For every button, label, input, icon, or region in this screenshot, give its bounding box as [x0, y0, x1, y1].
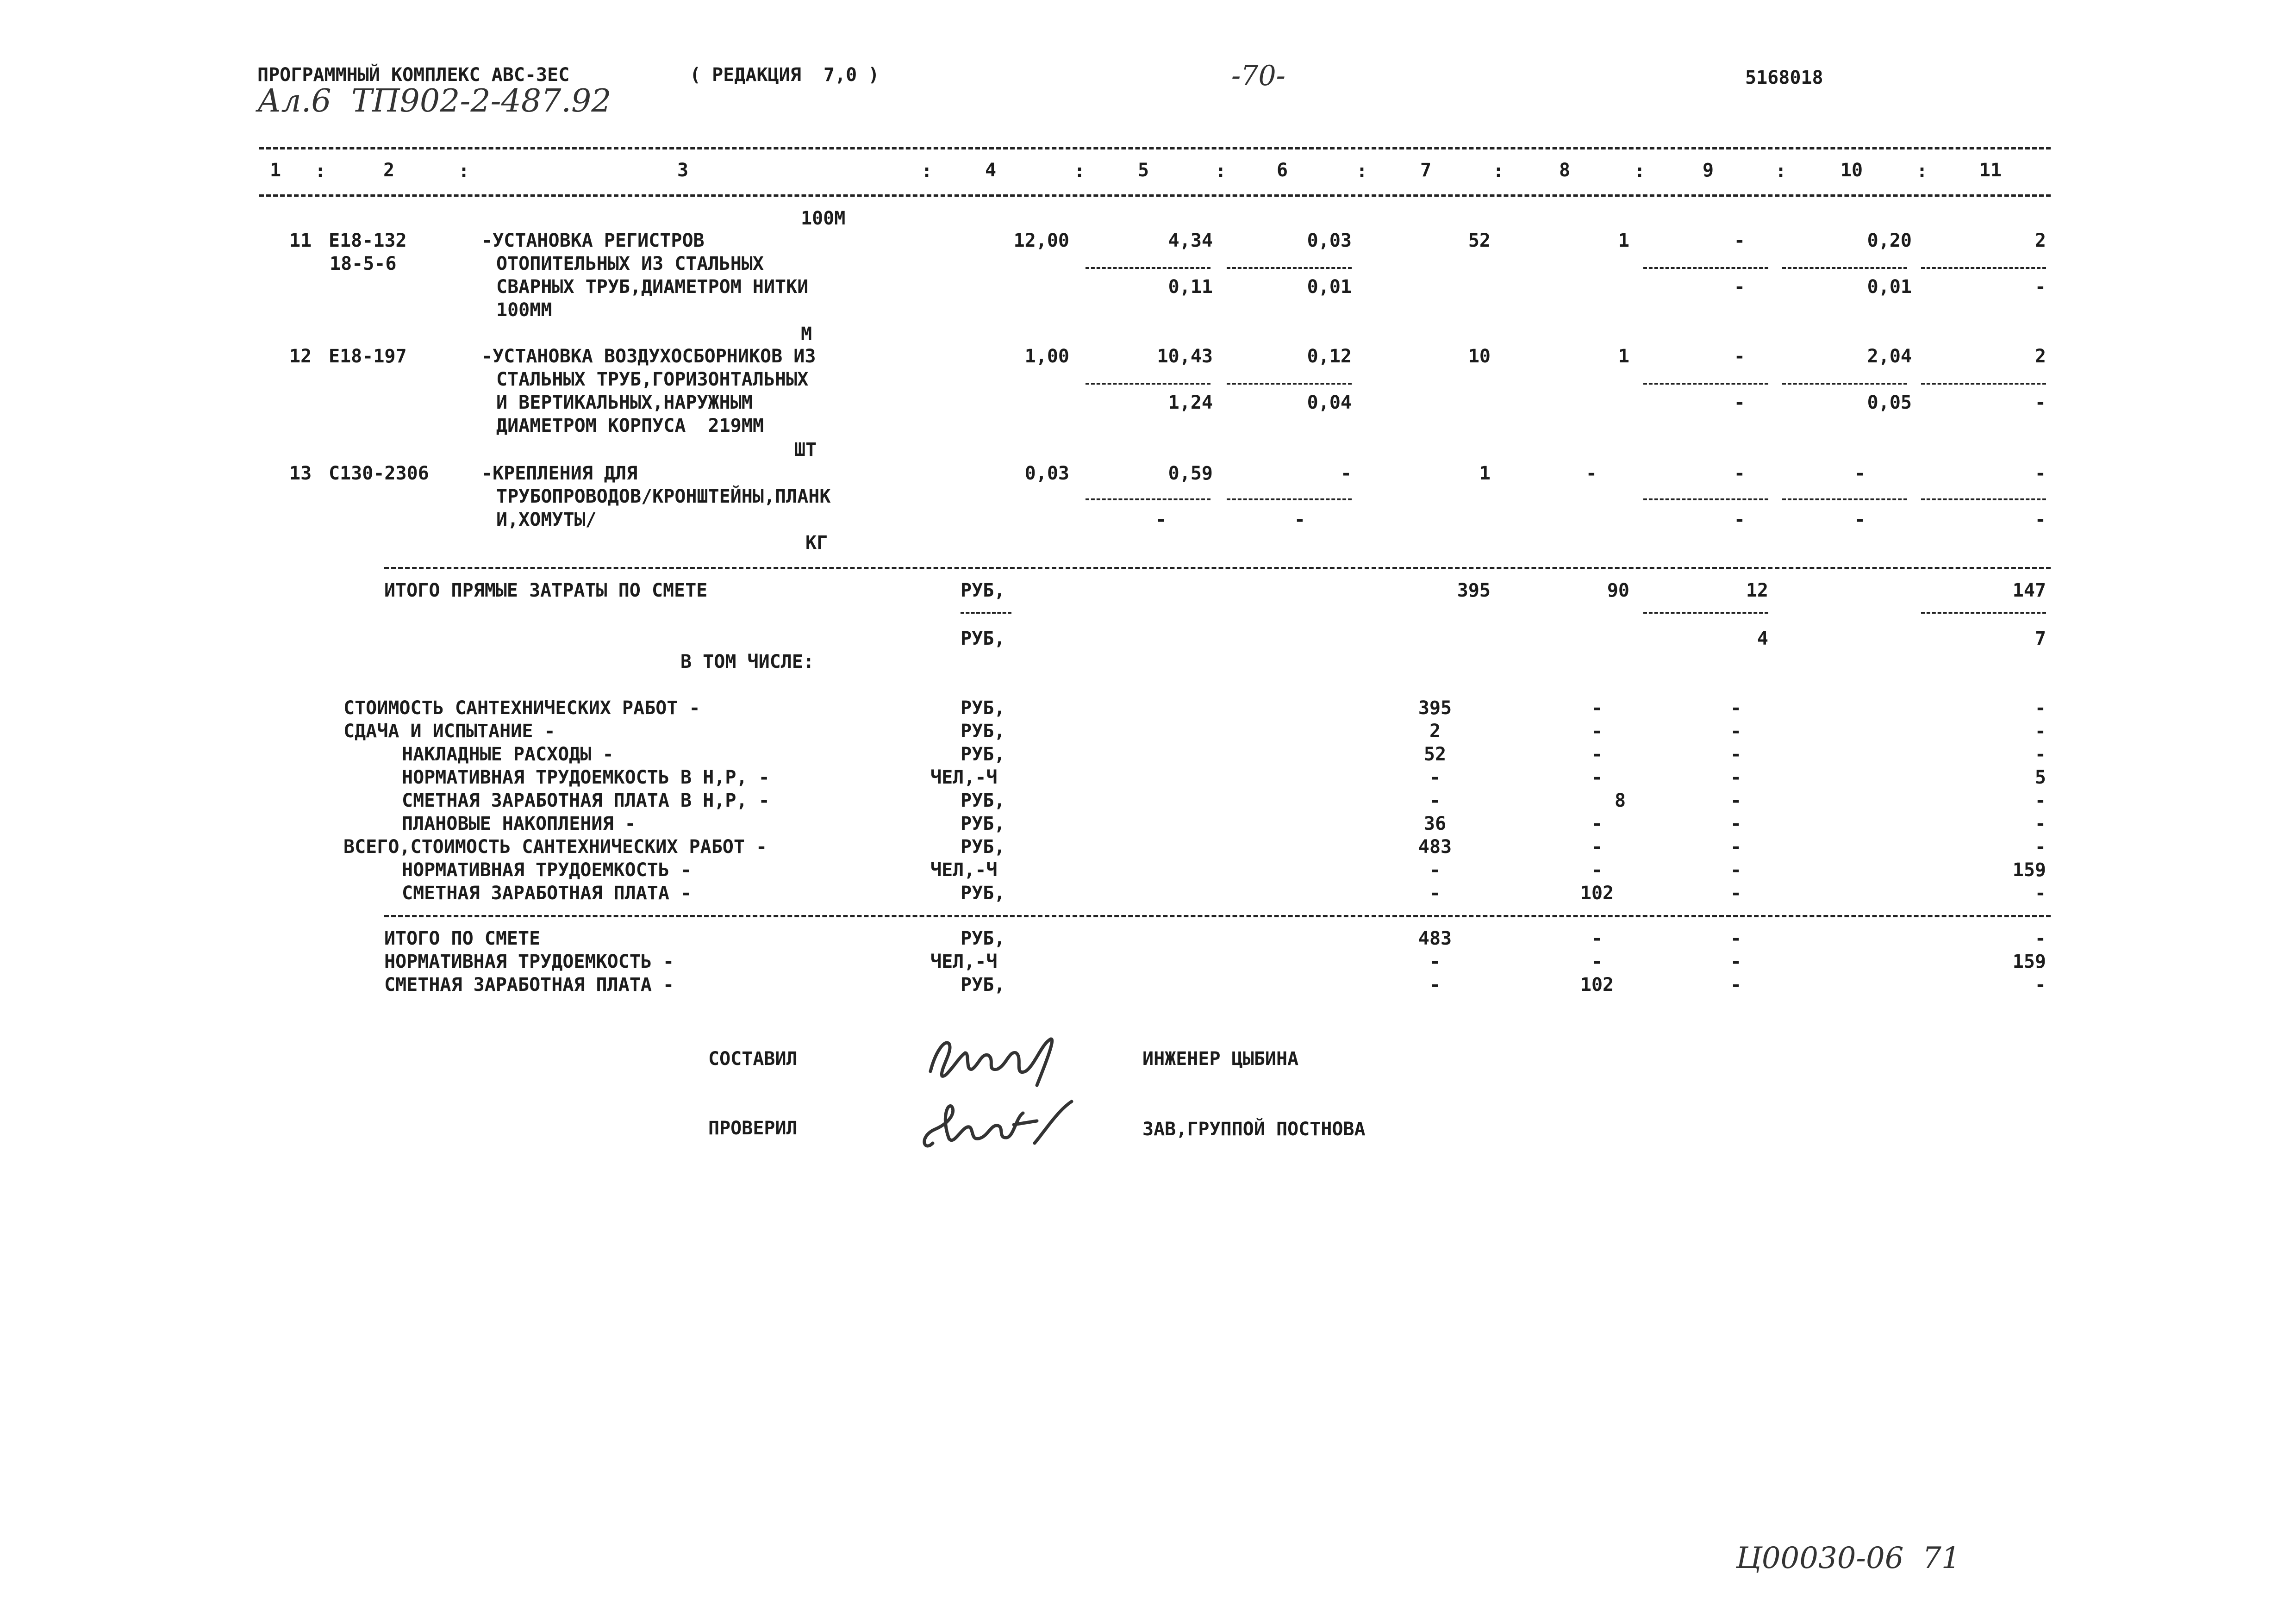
- column-header: 5: [1137, 160, 1149, 181]
- value: -: [1591, 721, 1603, 742]
- compiled-label: СОСТАВИЛ: [708, 1048, 798, 1070]
- column-separator: :: [1074, 161, 1086, 182]
- summary-label: СМЕТНАЯ ЗАРАБОТНАЯ ПЛАТА -: [384, 974, 674, 996]
- edition-label: ( РЕДАКЦИЯ 7,0 ): [690, 64, 880, 86]
- value: 1: [1618, 346, 1629, 367]
- value: 12: [1746, 580, 1768, 601]
- subtotal-rule: [1921, 267, 2046, 269]
- column-separator: :: [458, 161, 470, 182]
- line-item-label: СТОИМОСТЬ САНТЕХНИЧЕСКИХ РАБОТ -: [343, 697, 700, 719]
- line-item-label: НОРМАТИВНАЯ ТРУДОЕМКОСТЬ -: [402, 859, 692, 881]
- subtotal-rule: [961, 612, 1011, 614]
- column-separator: :: [1215, 161, 1227, 182]
- value: -: [1730, 790, 1742, 811]
- column-separator: :: [315, 161, 326, 182]
- currency-unit: РУБ,: [961, 790, 1005, 811]
- value: 8: [1614, 790, 1626, 811]
- value: -: [2034, 392, 2046, 413]
- cost-value: 0,03: [1307, 230, 1352, 251]
- value: 0,05: [1867, 392, 1912, 413]
- subtotal-rule: [1782, 383, 1907, 385]
- total-value: 395: [1457, 580, 1491, 601]
- table-top-rule: [259, 147, 2051, 149]
- subtotal-rule: [1643, 612, 1768, 614]
- work-description-line: СВАРНЫХ ТРУБ,ДИАМЕТРОМ НИТКИ: [496, 276, 809, 298]
- line-item-label: ПЛАНОВЫЕ НАКОПЛЕНИЯ -: [402, 813, 636, 834]
- subtotal-rule: [1921, 612, 2046, 614]
- subtotal-rule: [1227, 383, 1352, 385]
- value: 0,01: [1867, 276, 1912, 298]
- total-value: -: [1429, 951, 1441, 972]
- unit-label: М: [801, 324, 812, 345]
- work-description-line: ДИАМЕТРОМ КОРПУСА 219ММ: [496, 415, 764, 436]
- currency-unit: РУБ,: [961, 836, 1005, 858]
- column-header: 9: [1702, 160, 1714, 181]
- value: -: [1730, 697, 1742, 719]
- value: -: [2034, 813, 2046, 834]
- total-value: 483: [1418, 928, 1452, 949]
- value: -: [1591, 744, 1603, 765]
- value: -: [2034, 463, 2046, 484]
- value: -: [1730, 767, 1742, 788]
- subtotal-rule: [1227, 498, 1352, 500]
- value: -: [1854, 509, 1866, 530]
- subtotal-rule: [1227, 267, 1352, 269]
- value: -: [1730, 744, 1742, 765]
- value: -: [1730, 928, 1742, 949]
- cost-value: -: [1294, 509, 1305, 530]
- subtotal-rule: [1643, 498, 1768, 500]
- value: -: [1591, 859, 1603, 881]
- value: -: [1734, 392, 1745, 413]
- currency-unit: РУБ,: [961, 928, 1005, 949]
- currency-unit: ЧЕЛ,-Ч: [930, 767, 998, 788]
- value: 159: [2012, 859, 2046, 881]
- unit-cost-value: 4,34: [1168, 230, 1213, 251]
- value: -: [1734, 230, 1745, 251]
- column-header: 1: [269, 160, 281, 181]
- cost-value: 0,01: [1307, 276, 1352, 298]
- column-header: 7: [1420, 160, 1432, 181]
- work-description-line: СТАЛЬНЫХ ТРУБ,ГОРИЗОНТАЛЬНЫХ: [496, 369, 809, 390]
- value: -: [1730, 974, 1742, 996]
- column-separator: :: [1634, 161, 1646, 182]
- rate-code: Е18-132: [329, 230, 407, 251]
- value: -: [1734, 346, 1745, 367]
- total-value: 395: [1418, 697, 1452, 719]
- value: -: [1730, 859, 1742, 881]
- value: -: [1734, 509, 1745, 530]
- checked-by: ЗАВ,ГРУППОЙ ПОСТНОВА: [1142, 1119, 1366, 1140]
- column-separator: :: [1916, 161, 1928, 182]
- rate-code: Е18-197: [329, 346, 407, 367]
- value: -: [2034, 836, 2046, 858]
- subtotal-rule: [1921, 383, 2046, 385]
- currency-unit: РУБ,: [961, 628, 1005, 649]
- value: -: [2034, 883, 2046, 904]
- total-value: -: [1429, 859, 1441, 881]
- line-item-label: СМЕТНАЯ ЗАРАБОТНАЯ ПЛАТА -: [402, 883, 692, 904]
- currency-unit: РУБ,: [961, 974, 1005, 996]
- unit-label: КГ: [805, 532, 828, 554]
- rate-code: С130-2306: [329, 463, 429, 484]
- signature-compiled-graphic: [921, 1025, 1069, 1090]
- value: 5: [2034, 767, 2046, 788]
- value: 159: [2012, 951, 2046, 972]
- checked-label: ПРОВЕРИЛ: [708, 1118, 798, 1139]
- subtotal-rule: [1921, 498, 2046, 500]
- column-header: 2: [383, 160, 395, 181]
- value: 0,20: [1867, 230, 1912, 251]
- value: 7: [2034, 628, 2046, 649]
- total-value: 52: [1423, 744, 1447, 765]
- total-value: -: [1429, 767, 1441, 788]
- value: 102: [1580, 883, 1614, 904]
- column-header: 8: [1559, 160, 1571, 181]
- work-description-line: И,ХОМУТЫ/: [496, 509, 597, 530]
- value: -: [1854, 463, 1866, 484]
- value: -: [1730, 813, 1742, 834]
- work-description-line: И ВЕРТИКАЛЬНЫХ,НАРУЖНЫМ: [496, 392, 753, 413]
- value: -: [1585, 463, 1597, 484]
- value: -: [1730, 836, 1742, 858]
- total-value: 52: [1468, 230, 1491, 251]
- currency-unit: ЧЕЛ,-Ч: [930, 951, 998, 972]
- row-number: 11: [289, 230, 312, 251]
- row-number: 13: [289, 463, 312, 484]
- value: -: [1730, 951, 1742, 972]
- line-item-label: НАКЛАДНЫЕ РАСХОДЫ -: [402, 744, 614, 765]
- unit-label: ШТ: [794, 439, 817, 460]
- unit-cost-value: 0,59: [1168, 463, 1213, 484]
- cost-value: 0,04: [1307, 392, 1352, 413]
- value: -: [1734, 276, 1745, 298]
- value: -: [2034, 744, 2046, 765]
- value: -: [1591, 813, 1603, 834]
- subtotal-rule: [1086, 498, 1210, 500]
- summary-top-rule: [384, 915, 2051, 917]
- currency-unit: РУБ,: [961, 813, 1005, 834]
- total-value: -: [1429, 974, 1441, 996]
- value: 90: [1607, 580, 1629, 601]
- value: -: [2034, 697, 2046, 719]
- total-value: 483: [1418, 836, 1452, 858]
- column-separator: :: [1775, 161, 1787, 182]
- value: -: [2034, 928, 2046, 949]
- direct-cost-label: ИТОГО ПРЯМЫЕ ЗАТРАТЫ ПО СМЕТЕ: [384, 580, 708, 601]
- column-separator: :: [1493, 161, 1504, 182]
- value: -: [1734, 463, 1745, 484]
- total-value: 1: [1479, 463, 1491, 484]
- quantity-value: 1,00: [1024, 346, 1069, 367]
- row-number: 12: [289, 346, 312, 367]
- value: -: [1730, 883, 1742, 904]
- subtotal-rule: [1643, 383, 1768, 385]
- quantity-value: 0,03: [1024, 463, 1069, 484]
- total-value: 2: [1429, 721, 1441, 742]
- value: -: [2034, 974, 2046, 996]
- currency-unit: ЧЕЛ,-Ч: [930, 859, 998, 881]
- work-description-line: ОТОПИТЕЛЬНЫХ ИЗ СТАЛЬНЫХ: [496, 253, 764, 274]
- value: -: [1591, 836, 1603, 858]
- including-heading: В ТОМ ЧИСЛЕ:: [680, 651, 814, 672]
- unit-cost-value: -: [1155, 509, 1167, 530]
- work-description-line: -КРЕПЛЕНИЯ ДЛЯ: [481, 463, 638, 484]
- summary-label: НОРМАТИВНАЯ ТРУДОЕМКОСТЬ -: [384, 951, 674, 972]
- value: 147: [2012, 580, 2046, 601]
- subtotal-rule: [1782, 498, 1907, 500]
- value: 102: [1580, 974, 1614, 996]
- value: -: [2034, 790, 2046, 811]
- currency-unit: РУБ,: [961, 580, 1005, 601]
- subtotal-rule: [1782, 267, 1907, 269]
- currency-unit: РУБ,: [961, 883, 1005, 904]
- column-separator: :: [921, 161, 933, 182]
- line-item-label: СДАЧА И ИСПЫТАНИЕ -: [343, 721, 555, 742]
- column-header: 3: [677, 160, 689, 181]
- unit-cost-value: 10,43: [1157, 346, 1213, 367]
- currency-unit: РУБ,: [961, 744, 1005, 765]
- column-header: 6: [1276, 160, 1288, 181]
- column-header: 11: [1979, 160, 2002, 181]
- value: 2,04: [1867, 346, 1912, 367]
- document-code: 5168018: [1745, 67, 1823, 88]
- value: -: [1591, 928, 1603, 949]
- program-name: ПРОГРАММНЫЙ КОМПЛЕКС АВС-3ЕС: [257, 64, 570, 86]
- subtotal-rule: [1086, 267, 1210, 269]
- total-value: -: [1429, 883, 1441, 904]
- line-item-label: ВСЕГО,СТОИМОСТЬ САНТЕХНИЧЕСКИХ РАБОТ -: [343, 836, 767, 858]
- value: -: [2034, 721, 2046, 742]
- work-description-line: ТРУБОПРОВОДОВ/КРОНШТЕЙНЫ,ПЛАНК: [496, 486, 831, 507]
- value: -: [1591, 951, 1603, 972]
- work-description-line: -УСТАНОВКА ВОЗДУХОСБОРНИКОВ ИЗ: [481, 346, 816, 367]
- work-description-line: 100ММ: [496, 299, 552, 321]
- line-item-label: СМЕТНАЯ ЗАРАБОТНАЯ ПЛАТА В Н,Р, -: [402, 790, 770, 811]
- currency-unit: РУБ,: [961, 697, 1005, 719]
- value: 4: [1757, 628, 1768, 649]
- header-bottom-rule: [259, 194, 2051, 197]
- summary-label: ИТОГО ПО СМЕТЕ: [384, 928, 541, 949]
- column-header: 10: [1840, 160, 1863, 181]
- value: 1: [1618, 230, 1629, 251]
- cost-value: 0,12: [1307, 346, 1352, 367]
- totals-top-rule: [384, 567, 2051, 569]
- value: 2: [2034, 230, 2046, 251]
- rate-code-secondary: 18-5-6: [330, 253, 397, 274]
- value: 2: [2034, 346, 2046, 367]
- column-header: 4: [985, 160, 997, 181]
- value: -: [2034, 509, 2046, 530]
- line-item-label: НОРМАТИВНАЯ ТРУДОЕМКОСТЬ В Н,Р, -: [402, 767, 770, 788]
- unit-cost-value: 0,11: [1168, 276, 1213, 298]
- subtotal-rule: [1086, 383, 1210, 385]
- compiled-by: ИНЖЕНЕР ЦЫБИНА: [1142, 1048, 1299, 1070]
- value: -: [1591, 697, 1603, 719]
- column-separator: :: [1356, 161, 1368, 182]
- quantity-value: 12,00: [1013, 230, 1069, 251]
- total-value: 10: [1468, 346, 1491, 367]
- page-number: -70-: [1231, 60, 1285, 92]
- value: -: [2034, 276, 2046, 298]
- currency-unit: РУБ,: [961, 721, 1005, 742]
- subtotal-rule: [1643, 267, 1768, 269]
- cost-value: -: [1340, 463, 1352, 484]
- archive-stamp: Ц00030-06 71: [1736, 1541, 1960, 1575]
- unit-cost-value: 1,24: [1168, 392, 1213, 413]
- total-value: -: [1429, 790, 1441, 811]
- signature-checked-graphic: [914, 1092, 1081, 1162]
- value: -: [1730, 721, 1742, 742]
- handwritten-project-reference: Ал.6 ТП902-2-487.92: [257, 83, 611, 119]
- unit-label: 100М: [801, 208, 846, 229]
- value: -: [1591, 767, 1603, 788]
- total-value: 36: [1423, 813, 1447, 834]
- work-description-line: -УСТАНОВКА РЕГИСТРОВ: [481, 230, 705, 251]
